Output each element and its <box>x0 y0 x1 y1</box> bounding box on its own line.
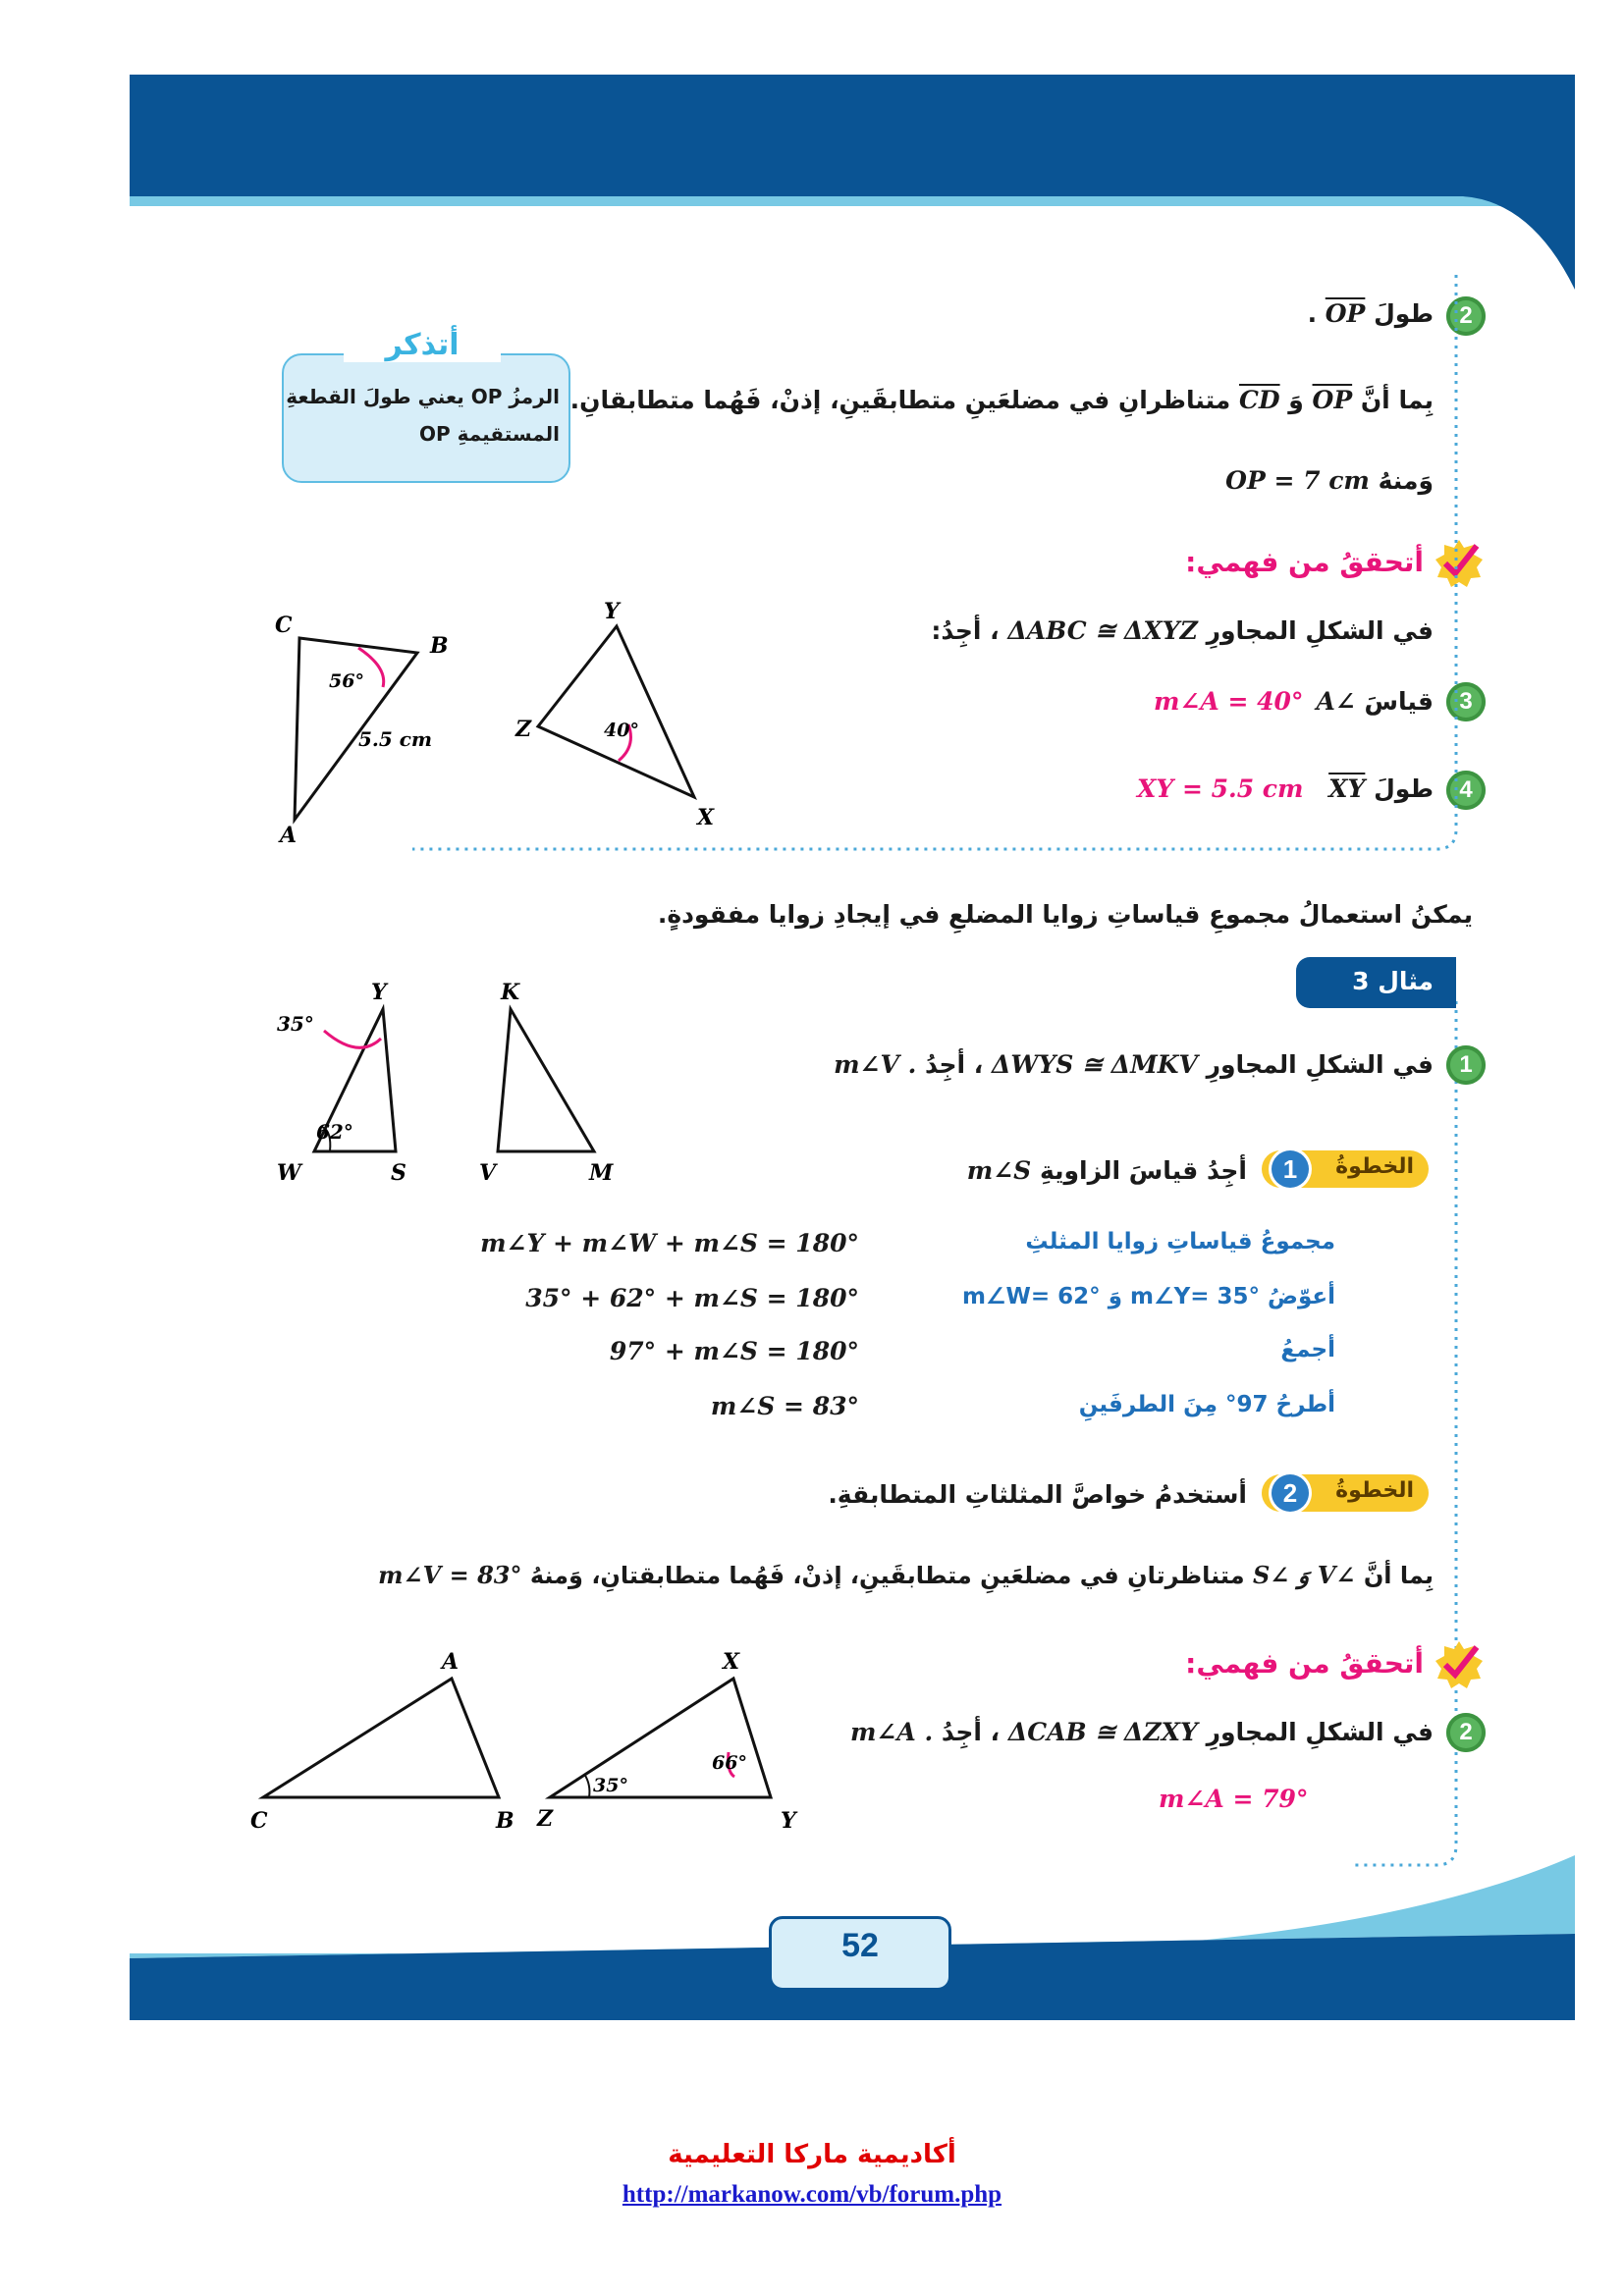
example-label: مثال 3 <box>1352 967 1434 995</box>
fig1-angle-56: 56° <box>329 670 364 692</box>
check-2-math: ΔCAB ≅ ΔZXY <box>1007 1718 1198 1746</box>
q3-text: قياسَ <box>1364 687 1434 716</box>
check-2-answer: m∠A = 79° <box>1159 1785 1309 1813</box>
item-2-badge: 2 <box>1446 296 1486 336</box>
step-2-num: 2 <box>1272 1474 1309 1512</box>
item-2-suffix: . <box>1307 299 1318 328</box>
remember-text-1: الرمزُ OP يعني طولَ القطعةِ <box>286 385 560 408</box>
page-number: 52 <box>841 1927 879 1964</box>
q4-text: طولَ <box>1374 774 1434 803</box>
eq-1-math: m∠Y + m∠W + m∠S = 180° <box>480 1229 859 1257</box>
check-icon-2 <box>1432 1639 1487 1690</box>
fig3-label-b: B <box>496 1808 514 1834</box>
step-1-math: m∠S <box>966 1156 1032 1185</box>
fig2-angle-35: 35° <box>277 1012 314 1036</box>
q3-badge: 3 <box>1446 682 1486 721</box>
check-2-title: أتحققُ من فهمي: <box>1185 1647 1424 1680</box>
fig3-angle-35: 35° <box>593 1775 628 1796</box>
eq-4-note: أطرحُ 97° مِنَ الطرفَينِ <box>1078 1392 1335 1417</box>
eq-4-math: m∠S = 83° <box>710 1392 859 1420</box>
reason-lead: بِما أنَّ <box>1360 386 1434 414</box>
concl-tail: متناظرتانِ في مضلعَينِ متطابقَينِ، إذنْ، فَهُما متطابقتانِ، وَمنهُ <box>529 1562 1245 1589</box>
figure-2 <box>265 972 638 1198</box>
check-2-question <box>785 1718 1434 1746</box>
fig1-label-x: X <box>697 805 715 830</box>
check-2-lead: في الشكلِ المجاورِ <box>1206 1718 1434 1746</box>
remember-title: أتذكر <box>344 328 501 362</box>
fig3-label-c: C <box>250 1808 268 1834</box>
concl-angles: ∠V وَ ∠S <box>1252 1561 1356 1589</box>
fig1-label-c: C <box>275 613 293 638</box>
step-1-text <box>913 1156 1247 1185</box>
check-2-badge: 2 <box>1446 1713 1486 1752</box>
q3-answer: m∠A = 40° <box>1154 687 1304 716</box>
reason-tail: متناظرانِ في مضلعَينِ متطابقَينِ، إذنْ، فَهُما متطابقانِ. <box>569 386 1231 414</box>
q4-badge: 4 <box>1446 771 1486 810</box>
fig3-angle-66: 66° <box>712 1752 747 1774</box>
example-conclusion <box>378 1561 1434 1589</box>
prompt-math: ΔABC ≅ ΔXYZ <box>1007 616 1198 645</box>
check-2-target: m∠A . <box>849 1718 934 1746</box>
step-2-text: أستخدمُ خواصَّ المثلثاتِ المتطابقةِ. <box>828 1480 1247 1509</box>
fig2-label-k: K <box>501 980 520 1005</box>
fig1-label-a: A <box>280 823 298 844</box>
fig2-angle-62: 62° <box>316 1120 353 1144</box>
step-1-num: 1 <box>1272 1150 1309 1188</box>
item-2-segment: OP <box>1325 299 1366 328</box>
eq-2-note: أعوّضُ m∠Y= 35° وَ m∠W= 62° <box>961 1284 1335 1309</box>
fig1-side-5-5: 5.5 cm <box>358 727 433 751</box>
footer-academy-name: أكاديمية ماركا التعليمية <box>668 2140 956 2169</box>
example-q-math: ΔWYS ≅ ΔMKV <box>991 1050 1198 1079</box>
example-q-lead: في الشكلِ المجاورِ <box>1206 1050 1434 1079</box>
q4-answer: XY = 5.5 cm <box>1137 774 1304 803</box>
item-2-prefix: طولَ <box>1374 299 1434 328</box>
example-question <box>785 1050 1434 1079</box>
intro-text: يمكنُ استعمالُ مجموعِ قياساتِ زوايا المضلعِ في إيجادِ زوايا مفقودةٍ. <box>657 900 1473 929</box>
fig1-label-z: Z <box>515 717 532 742</box>
result-lead: وَمنهُ <box>1378 466 1434 495</box>
q4-seg: XY <box>1328 774 1366 803</box>
reason-seg-2: CD <box>1238 386 1280 414</box>
footer-url-link[interactable]: http://markanow.com/vb/forum.php <box>622 2181 1002 2208</box>
concl-lead: بِما أنَّ <box>1363 1562 1434 1589</box>
example-q-tail: ، أجِدُ <box>925 1050 984 1079</box>
prompt-lead: في الشكلِ المجاورِ <box>1206 616 1434 645</box>
concl-math: m∠V = 83° <box>378 1561 522 1589</box>
fig2-label-s: S <box>391 1160 406 1186</box>
fig2-label-y: Y <box>371 980 387 1005</box>
example-q-badge: 1 <box>1446 1045 1486 1085</box>
remember-text-2: المستقيمةِ OP <box>418 422 560 446</box>
fig3-label-z: Z <box>537 1806 554 1832</box>
fig2-label-w: W <box>277 1160 301 1186</box>
result-math: OP = 7 cm <box>1225 466 1370 495</box>
fig1-label-b: B <box>430 633 449 659</box>
eq-3-note: أجمعُ <box>1280 1337 1335 1362</box>
step-1-desc: أجِدُ قياسَ الزاويةِ <box>1039 1156 1247 1185</box>
example-q-target: m∠V . <box>834 1050 917 1079</box>
step-2-label: الخطوةُ <box>1335 1478 1414 1503</box>
fig2-label-v: V <box>479 1160 497 1186</box>
figure-3 <box>245 1649 835 1836</box>
fig3-label-a: A <box>442 1649 460 1675</box>
eq-3-math: 97° + m∠S = 180° <box>609 1337 859 1365</box>
fig1-angle-40: 40° <box>604 720 639 741</box>
fig1-label-y: Y <box>604 599 620 624</box>
prompt-tail: ، أجِدُ: <box>931 616 1000 645</box>
reason-seg-1: OP <box>1312 386 1353 414</box>
eq-2-math: 35° + 62° + m∠S = 180° <box>525 1284 859 1312</box>
step-1-label: الخطوةُ <box>1335 1154 1414 1179</box>
q3-angle: ∠A <box>1316 687 1356 716</box>
eq-1-note: مجموعُ قياساتِ زوايا المثلثِ <box>1025 1229 1335 1255</box>
fig3-label-x: X <box>723 1649 740 1675</box>
figure-1 <box>265 599 736 844</box>
fig3-label-y: Y <box>781 1808 796 1834</box>
reason-and: وَ <box>1288 386 1304 414</box>
fig2-label-m: M <box>589 1160 614 1186</box>
check-2-tail: ، أجِدُ <box>941 1718 1001 1746</box>
check-1-title: أتحققُ من فهمي: <box>1185 546 1424 578</box>
